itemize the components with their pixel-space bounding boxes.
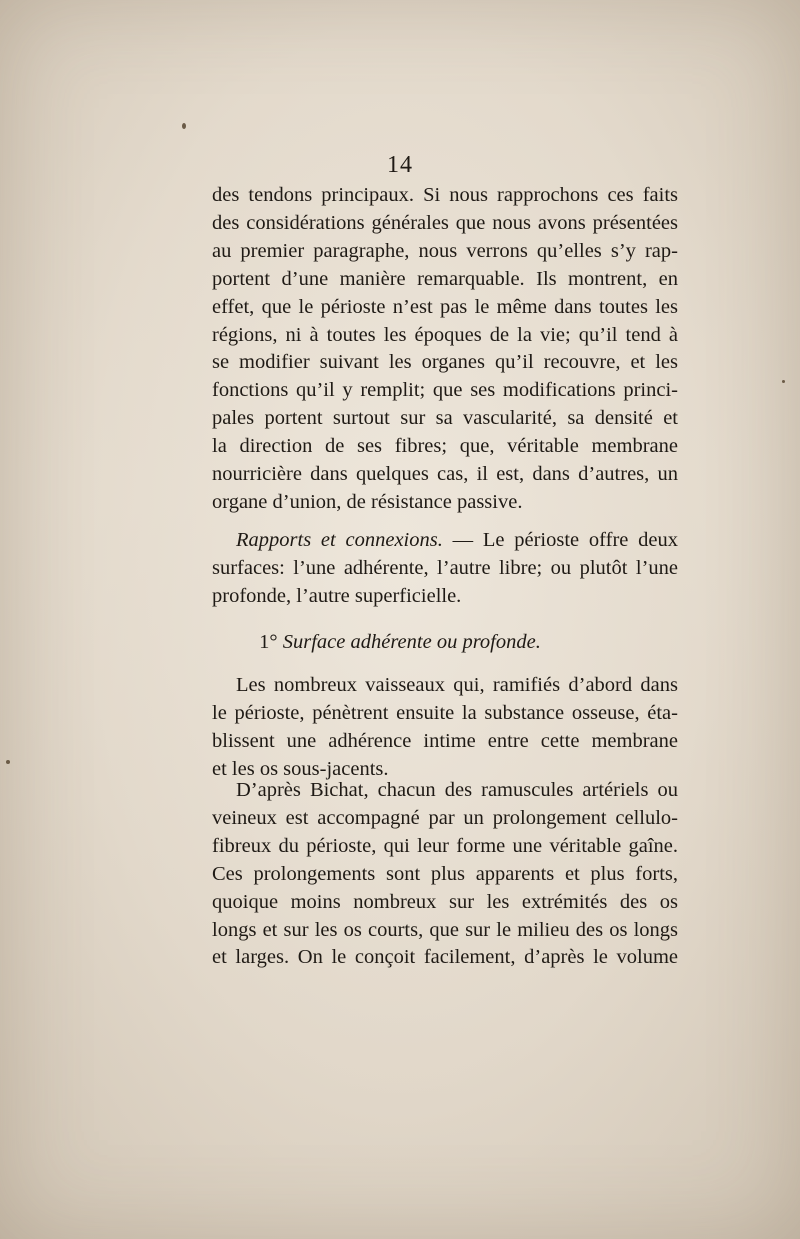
section-subheading <box>0 631 800 654</box>
paragraph-4-line: fibreux du périoste, qui leur forme une véritable gaîne. <box>212 834 678 857</box>
paragraph-4-line: veineux est accompagné par un prolongement cellulo- <box>212 806 678 829</box>
ink-speck <box>182 123 186 129</box>
paragraph-1-line: nourricière dans quelques cas, il est, dans d’autres, un <box>212 463 678 486</box>
subheading-title: Surface adhérente ou profonde. <box>282 631 541 653</box>
paragraph-1-line: régions, ni à toutes les époques de la vie; qu’il tend à <box>212 323 678 346</box>
paragraph-1-line: fonctions qu’il y remplit; que ses modifications princi- <box>212 379 678 402</box>
paragraph-1-line: des considérations générales que nous avons présentées <box>212 211 678 234</box>
paragraph-1-line: la direction de ses fibres; que, véritable membrane <box>212 435 678 458</box>
paragraph-2-line: profonde, l’autre superficielle. <box>212 584 462 607</box>
ink-speck <box>782 380 785 383</box>
page-number: 14 <box>387 152 413 178</box>
ink-speck <box>6 760 10 764</box>
paragraph-1 <box>212 182 678 517</box>
paragraph-1-line: se modifier suivant les organes qu’il recouvre, et les <box>212 351 678 374</box>
paragraph-4-line: et larges. On le conçoit facilement, d’après le volume <box>212 946 678 969</box>
paragraph-4 <box>212 777 678 972</box>
paragraph-1-line: portent d’une manière remarquable. Ils montrent, en <box>212 267 678 290</box>
paragraph-4-line: Ces prolongements sont plus apparents et plus forts, <box>212 862 678 885</box>
paragraph-4-line: quoique moins nombreux sur les extrémités des os <box>212 890 678 913</box>
paragraph-2-first-line <box>212 527 678 555</box>
paragraph-3-line: Les nombreux vaisseaux qui, ramifiés d’abord dans <box>236 674 678 696</box>
paragraph-4-line: D’après Bichat, chacun des ramuscules artériels ou <box>236 779 678 801</box>
paragraph-1-line: pales portent surtout sur sa vascularité, sa densité et <box>212 407 678 430</box>
paragraph-2-line: surfaces: l’une adhérente, l’autre libre; ou plutôt l’une <box>212 556 678 579</box>
paragraph-2-line: — Le périoste offre deux <box>442 529 678 551</box>
paragraph-3-line: et les os sous-jacents. <box>212 757 389 780</box>
subheading-number: 1° <box>259 631 278 653</box>
paragraph-3-line: le périoste, pénètrent ensuite la substance osseuse, éta- <box>212 701 678 724</box>
paragraph-3-line: blissent une adhérence intime entre cette membrane <box>212 729 678 752</box>
paragraph-1-line: au premier paragraphe, nous verrons qu’elles s’y rap- <box>212 239 678 262</box>
paragraph-3 <box>212 672 678 784</box>
paragraph-1-line: effet, que le périoste n’est pas le même dans toutes les <box>212 295 678 318</box>
paragraph-2 <box>212 527 678 611</box>
paragraph-1-line: organe d’union, de résistance passive. <box>212 490 523 513</box>
paragraph-1-line: des tendons principaux. Si nous rapprochons ces faits <box>212 184 678 206</box>
paragraph-2-heading: Rapports et connexions. <box>236 529 443 551</box>
paragraph-4-line: longs et sur les os courts, que sur le milieu des os longs <box>212 918 678 941</box>
